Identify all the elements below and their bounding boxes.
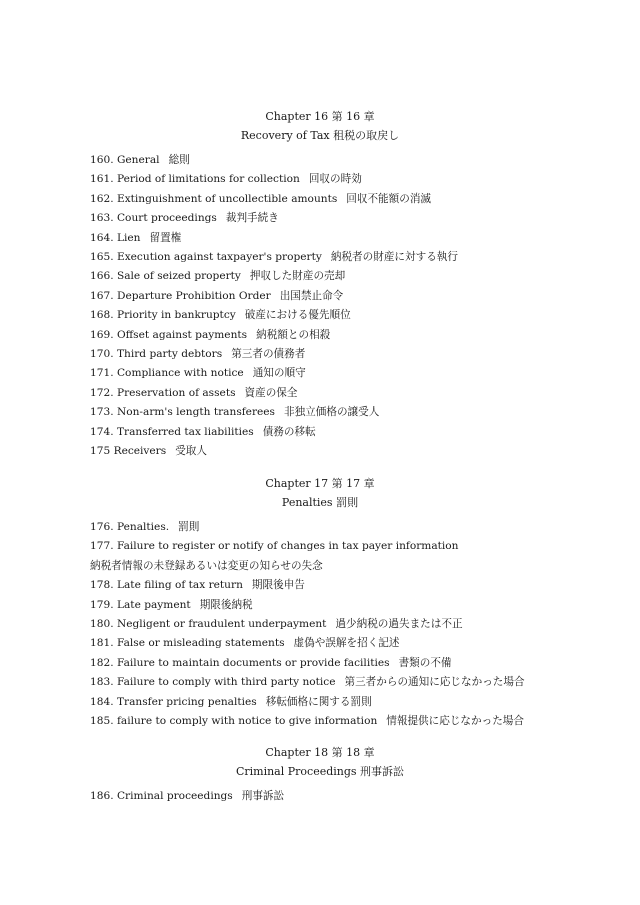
section-entry [90, 364, 640, 383]
section-entry [90, 170, 640, 189]
section-entry [90, 267, 640, 286]
section-title-jp: 期限後納税 [199, 598, 253, 611]
section-title-jp: 刑事訴訟 [241, 790, 285, 802]
section-entry [90, 576, 640, 595]
section-title-jp: 資産の保全 [244, 386, 298, 399]
section-title-en: 172. Preservation of assets [90, 386, 236, 399]
chapter-17 [0, 474, 640, 731]
section-title-jp: 期限後申告 [251, 579, 305, 592]
section-entry [90, 787, 640, 806]
section-title-en: 169. Offset against payments [90, 328, 248, 341]
section-entry [90, 673, 640, 692]
section-title-en: 171. Compliance with notice [90, 367, 244, 380]
section-entry [90, 712, 640, 731]
section-title-jp: 第三者からの通知に応じなかった場合 [344, 676, 525, 689]
section-entry [90, 151, 640, 170]
section-title-jp: 納税者の財産に対する執行 [330, 251, 458, 264]
section-title-jp: 第三者の債務者 [231, 348, 306, 361]
section-title-jp: 破産における優先順位 [244, 309, 351, 322]
section-title-jp: 受取人 [175, 445, 207, 458]
section-entry [90, 287, 640, 306]
section-title-en: 179. Late payment [90, 598, 191, 611]
section-title-en: 167. Departure Prohibition Order [90, 289, 271, 302]
section-entry [90, 306, 640, 325]
section-title-en: 173. Non-arm's length transferees [90, 406, 275, 419]
section-title-jp: 情報提供に応じなかった場合 [386, 715, 524, 728]
chapter-subtitle: Criminal Proceedings 刑事訴訟 [235, 765, 405, 778]
section-title-en: 162. Extinguishment of uncollectible amounts [90, 192, 338, 205]
section-title-jp: 総則 [168, 154, 190, 166]
section-list [0, 151, 640, 462]
section-entry [90, 693, 640, 712]
section-title-en: 168. Priority in bankruptcy [90, 309, 236, 322]
section-entry [90, 248, 640, 267]
section-title-en: 161. Period of limitations for collection [90, 173, 300, 186]
section-title-en: 184. Transfer pricing penalties [90, 695, 257, 708]
section-title-jp: 納税者情報の未登録あるいは変更の知らせの失念 [90, 559, 323, 572]
section-entry [90, 518, 640, 537]
section-title-jp: 虚偽や誤解を招く記述 [293, 637, 400, 650]
chapter-heading: Chapter 16 第 16 章 [265, 110, 375, 123]
section-entry [90, 634, 640, 653]
section-title-jp: 債務の移転 [262, 425, 316, 438]
section-title-jp: 出国禁止命令 [279, 289, 344, 302]
section-list [0, 787, 640, 806]
section-title-en: 163. Court proceedings [90, 212, 217, 225]
chapter-18 [0, 743, 640, 806]
section-title-jp: 非独立価格の譲受人 [283, 406, 380, 419]
section-entry [90, 596, 640, 615]
section-entry [90, 384, 640, 403]
section-title-jp: 書類の不備 [398, 656, 452, 669]
section-title-en: 178. Late filing of tax return [90, 579, 243, 592]
section-title-jp: 通知の順守 [252, 367, 306, 380]
chapter-16 [0, 107, 640, 462]
section-title-en: 174. Transferred tax liabilities [90, 425, 254, 438]
section-entry [90, 326, 640, 345]
section-title-jp: 留置権 [149, 231, 182, 244]
section-entry [90, 615, 640, 634]
section-title-en: 170. Third party debtors [90, 348, 223, 361]
section-title-jp: 裁判手続き [225, 212, 279, 225]
section-entry [90, 442, 640, 461]
section-title-en: 176. Penalties. [90, 521, 170, 533]
section-title-en: 183. Failure to comply with third party notice [90, 676, 336, 689]
section-entry [90, 209, 640, 228]
section-title-en: 165. Execution against taxpayer's property [90, 251, 322, 264]
section-title-jp: 回収の時効 [308, 173, 362, 186]
section-title-en: 175 Receivers [90, 445, 167, 458]
section-entry [90, 403, 640, 422]
chapter-subtitle: Recovery of Tax 租税の取戻し [240, 129, 400, 142]
section-title-en: 177. Failure to register or notify of changes in tax payer information [90, 540, 459, 553]
section-title-jp: 移転価格に関する罰則 [265, 695, 372, 708]
section-entry [90, 423, 640, 442]
section-entry [90, 654, 640, 673]
section-title-jp: 過少納税の過失または不正 [335, 618, 463, 631]
section-title-jp: 罰則 [178, 521, 200, 533]
section-title-jp: 納税額との相殺 [256, 328, 331, 341]
section-entry [90, 229, 640, 248]
section-title-jp: 回収不能額の消滅 [346, 192, 432, 205]
chapter-heading: Chapter 17 第 17 章 [265, 477, 375, 490]
section-title-en: 164. Lien [90, 231, 141, 244]
section-title-en: 181. False or misleading statements [90, 637, 285, 650]
section-entry [90, 537, 640, 576]
section-entry [90, 345, 640, 364]
section-list [0, 518, 640, 731]
section-title-en: 182. Failure to maintain documents or provide facilities [90, 656, 390, 669]
section-title-en: 180. Negligent or fraudulent underpayment [90, 618, 327, 631]
chapter-heading: Chapter 18 第 18 章 [265, 746, 375, 759]
chapter-subtitle: Penalties 罰則 [281, 496, 359, 509]
section-title-en: 160. General [90, 154, 160, 166]
section-title-jp: 押収した財産の売却 [249, 270, 346, 283]
section-title-en: 185. failure to comply with notice to give information [90, 715, 378, 728]
section-title-en: 186. Criminal proceedings [90, 790, 233, 802]
section-title-en: 166. Sale of seized property [90, 270, 241, 283]
section-entry [90, 190, 640, 209]
